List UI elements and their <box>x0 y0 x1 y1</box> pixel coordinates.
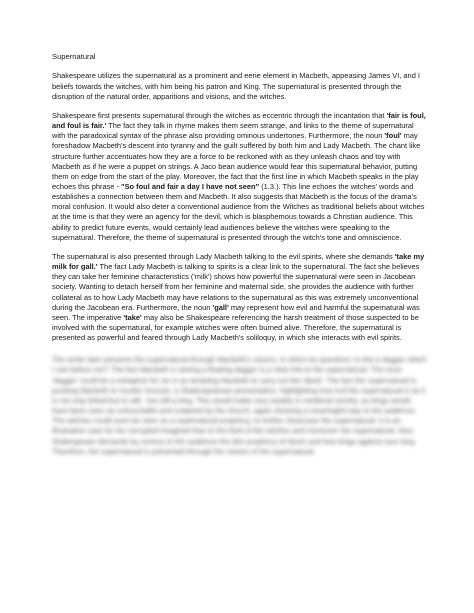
witches-paragraph <box>52 111 428 243</box>
quote-gall: 'gall' <box>212 302 229 312</box>
quote-fair-is-foul: 'fair is foul, and foul is fair.' <box>52 110 426 131</box>
quote-take-my-milk: 'take my milk for gall.' <box>52 251 425 272</box>
text-run: The supernatural is also presented through Lady Macbeth talking to the evil spirits, where she demands <box>52 251 395 261</box>
document-title: Supernatural <box>52 52 96 61</box>
text-run: The fact Lady Macbeth is talking to spirits is a clear link to the supernatural. The fact she believes they can take her feminine characteristics ('milk') shows how powerful the supernatural were seen in Jacobean society. Wanting to detach herself from her feminine and maternal side, she provides the audience with further collateral as to how Lady Macbeth may have relations to the supernatural as this was extremely unconventional during the Jacobean era. Furthermore, the noun <box>52 262 420 312</box>
intro-paragraph: Shakespeare utilizes the supernatural as a prominent and eerie element in Macbeth, appeasing James VI, and I beliefs towards the witches, with him being his patron and King. The supernatural is presented through the disruption of the natural order, apparitions and visions, and the witches. <box>52 71 420 101</box>
quote-so-foul-and-fair: "So foul and fair a day I have not seen" <box>121 181 260 191</box>
blurred-paragraph: The writer later presents the supernatural through Macbeth's visions, in which he questions 'Is this a dagger which I see before me?' The fact Macbeth is seeing a floating dagger is a clear link to the supernatural. The noun 'dagger' could be a metaphor for sin in as tempting Macbeth to carry out the 'deed'. The fact the supernatural is pushing Macbeth to murder Duncan, a Shakespearean presentation, highlighting how evil the supernatural is as it is not only linked but to still - but still a king. This would make very weakly in medieval society, as kings would have been seen as untouchable and ordained by the church, again showing a meaningful way to the audience. The witches could even be seen as a supernatural prophecy, to further showcase the supernatural. It is an illustrative case for his corrupted imagined fear to the third of the witches and moreover the supernatural. Also, Shakespeare demands by century to the audience the dire prophecy of doom and how kings against sour king. Therefore, the supernatural is presented through the visions of the supernatural. <box>52 355 427 456</box>
lady-macbeth-paragraph <box>52 252 428 343</box>
text-run: may also be Shakespeare referencing the harsh treatment of those suspected to be involved with the supernatural, for example witches were often burned alive. Therefore, the supernatural is presented as powerful and feared through Lady Macbeth's soliloquy, in which she interacts with evil spirits. <box>52 312 419 343</box>
quote-take: 'take' <box>123 312 142 322</box>
text-run: may represent how evil and harmful the supernatural was seen. The imperative <box>52 302 420 322</box>
text-run: may foreshadow Macbeth's descent into tyranny and the guilt suffered by both him and Lady Macbeth. The chant like structure further accentuates how they are a force to be reckoned with as they unleash chaos and toy with Macbeth as if he were a puppet on strings. A Jaco bean audience would fear this supernatural behavior, putting them on edge from the start of the play. Moreover, the fact that the first line in which Macbeth speaks in the play echoes this phrase - <box>52 131 421 191</box>
text-run: (1.3.). This line echoes the witches' words and establishes a connection between them and Macbeth. It also suggests that Macbeth is the focus of the drama's moral confusion. It would also deter a conventional audience from the Witches as traditional beliefs about witches at the time is that they were an agency for the devil, which is blasphemous towards a Christian audience. This ability to predict future events, would certainly lead audiences believe the witches were speaking to the supernatural. Therefore, the theme of supernatural is presented through the witch's tone and omniscience. <box>52 181 425 242</box>
text-run: The fact they talk in rhyme makes them seem strange, and links to the theme of supernatural with the paradoxical syntax of the phrase also providing ominous undertones. Furthermore, the noun <box>52 121 414 141</box>
quote-foul: 'foul' <box>384 131 402 141</box>
text-run: Shakespeare first presents supernatural through the witches as eccentric through the incantation that <box>52 110 387 120</box>
